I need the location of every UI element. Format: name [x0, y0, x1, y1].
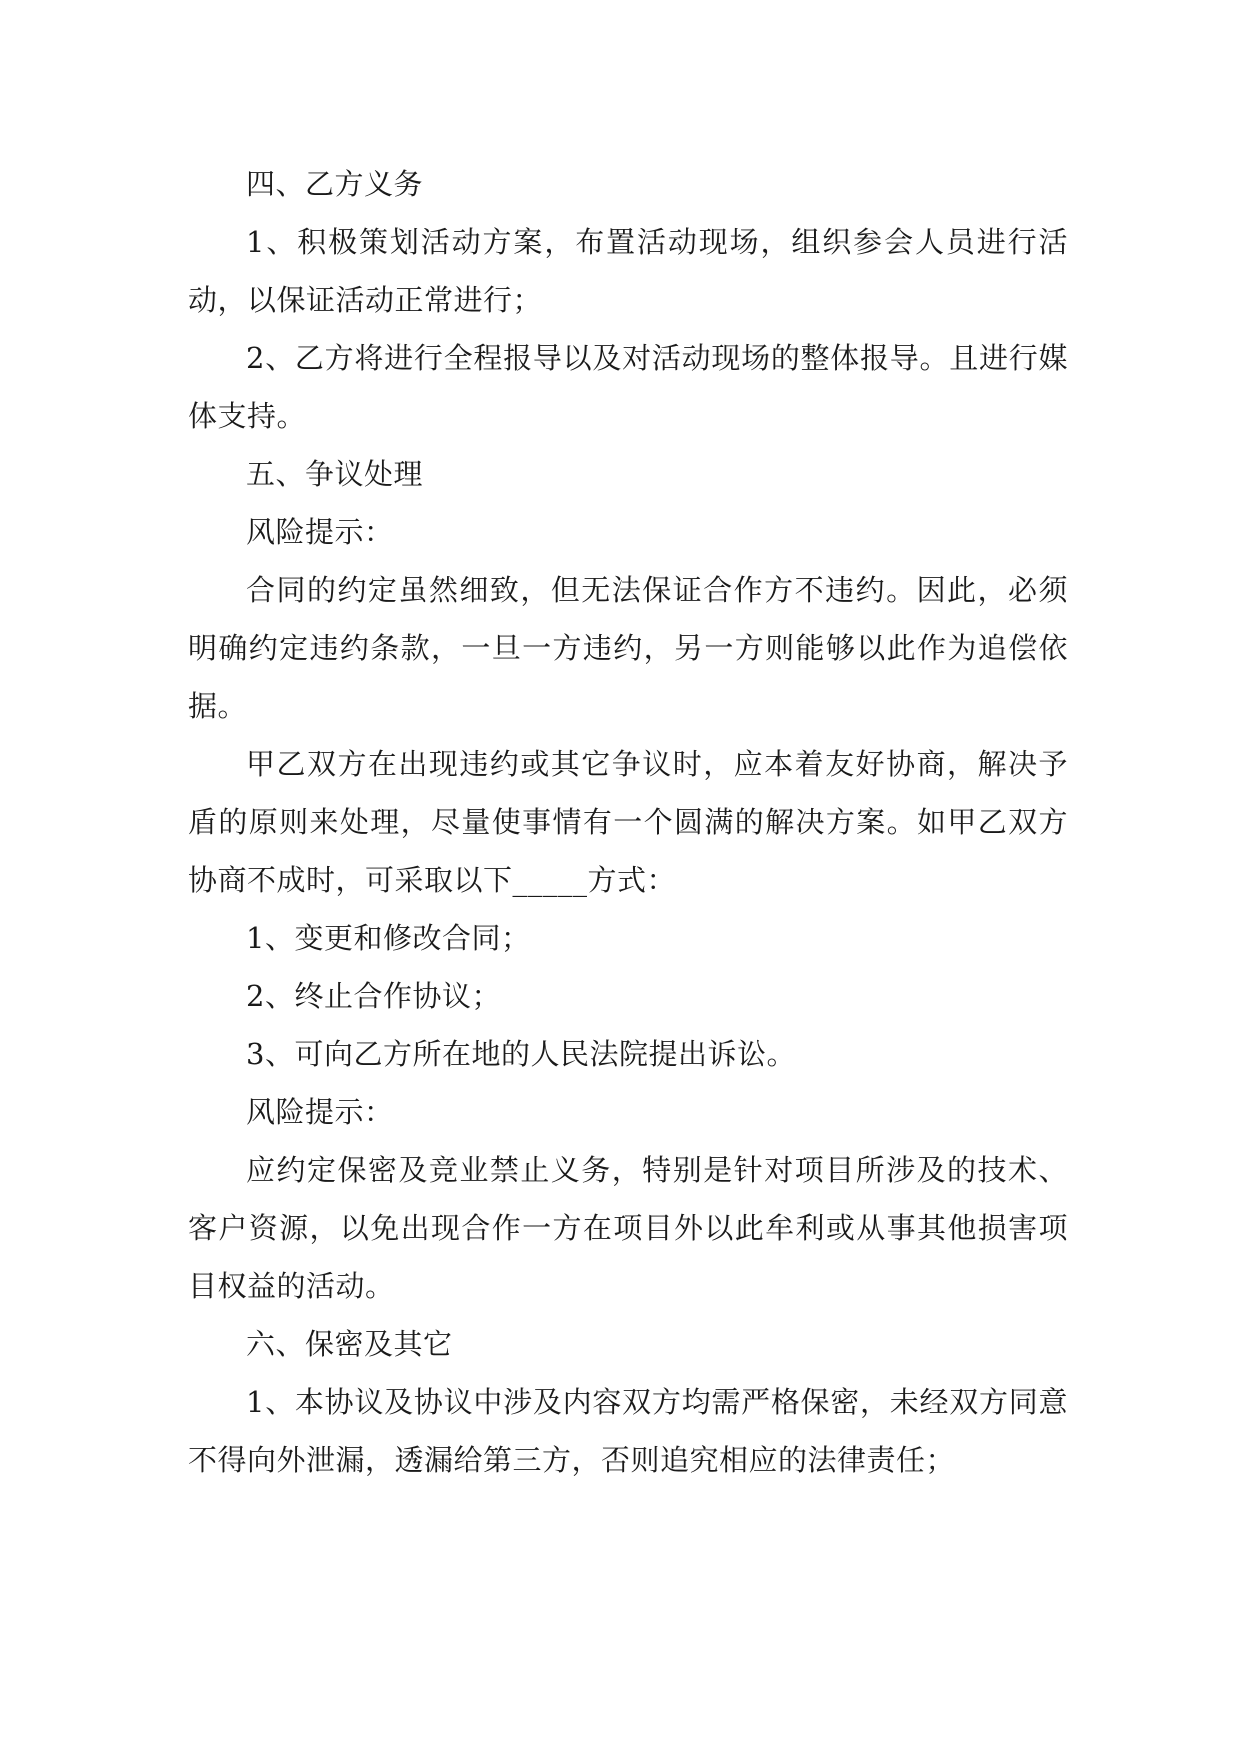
clause-paragraph: 1、本协议及协议中涉及内容双方均需严格保密，未经双方同意不得向外泄漏，透漏给第三方，否则追究相应的法律责任； [188, 1385, 1068, 1477]
clause-list-item: 3、可向乙方所在地的人民法院提出诉讼。 [246, 1037, 796, 1071]
risk-notice-label: 风险提示： [246, 1095, 394, 1129]
risk-notice-label: 风险提示： [246, 515, 394, 549]
clause-paragraph: 2、乙方将进行全程报导以及对活动现场的整体报导。且进行媒体支持。 [188, 341, 1068, 433]
clause-list-item: 1、变更和修改合同； [246, 921, 531, 955]
clause-paragraph: 甲乙双方在出现违约或其它争议时，应本着友好协商，解决予盾的原则来处理，尽量使事情有一个圆满的解决方案。如甲乙双方协商不成时，可采取以下_____方式： [188, 747, 1068, 897]
risk-notice-paragraph: 合同的约定虽然细致，但无法保证合作方不违约。因此，必须明确约定违约条款，一旦一方违约，另一方则能够以此作为追偿依据。 [188, 573, 1068, 723]
clause-list-item: 2、终止合作协议； [246, 979, 501, 1013]
risk-notice-paragraph: 应约定保密及竞业禁止义务，特别是针对项目所涉及的技术、客户资源，以免出现合作一方在项目外以此牟利或从事其他损害项目权益的活动。 [188, 1153, 1068, 1303]
document-body [188, 155, 1068, 1489]
clause-paragraph: 1、积极策划活动方案，布置活动现场，组织参会人员进行活动，以保证活动正常进行； [188, 225, 1068, 317]
section-heading-confidentiality: 六、保密及其它 [246, 1327, 453, 1361]
section-heading-dispute-resolution: 五、争议处理 [246, 457, 424, 491]
section-heading-party-b-obligations: 四、乙方义务 [246, 167, 424, 201]
